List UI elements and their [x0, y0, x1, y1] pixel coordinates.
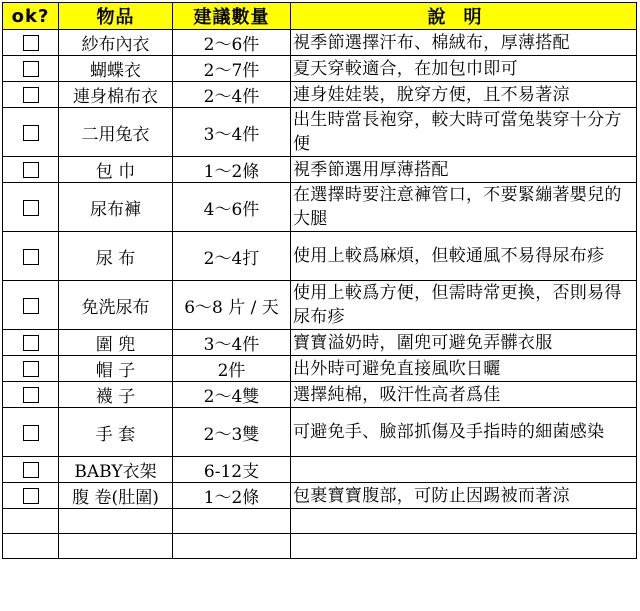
item-description: 視季節選擇汗布、棉絨布，厚薄搭配 [291, 30, 637, 56]
baby-clothing-checklist-table [2, 2, 637, 559]
checkbox-cell [3, 281, 59, 330]
item-name: 紗布內衣 [59, 30, 173, 56]
item-name: 圍 兜 [59, 330, 173, 356]
checkbox[interactable] [23, 61, 39, 77]
item-description: 夏天穿較適合，在加包巾即可 [291, 56, 637, 82]
item-name: 尿布褲 [59, 183, 173, 232]
blank-cell [59, 534, 173, 559]
checkbox[interactable] [23, 125, 39, 141]
item-description: 寶寶溢奶時，圍兜可避免弄髒衣服 [291, 330, 637, 356]
item-description: 使用上較爲麻煩，但較通風不易得尿布疹 [291, 232, 637, 281]
item-name: 免洗尿布 [59, 281, 173, 330]
checkbox[interactable] [23, 387, 39, 403]
checkbox[interactable] [23, 361, 39, 377]
header-quantity: 建議數量 [173, 3, 291, 30]
item-description: 在選擇時要注意褲管口，不要緊繃著嬰兒的大腿 [291, 183, 637, 232]
suggested-quantity: 6-12支 [173, 457, 291, 483]
blank-cell [3, 534, 59, 559]
table-row [3, 483, 637, 509]
suggested-quantity: 2～4雙 [173, 382, 291, 408]
item-description: 使用上較爲方便，但需時常更換，否則易得尿布疹 [291, 281, 637, 330]
item-description: 可避免手、臉部抓傷及手指時的細菌感染 [291, 408, 637, 457]
table-row [3, 457, 637, 483]
suggested-quantity: 2～6件 [173, 30, 291, 56]
checkbox[interactable] [23, 335, 39, 351]
checkbox-cell [3, 183, 59, 232]
table-row [3, 157, 637, 183]
item-name: 襪 子 [59, 382, 173, 408]
checkbox-cell [3, 330, 59, 356]
suggested-quantity: 6～8 片 / 天 [173, 281, 291, 330]
checkbox[interactable] [23, 87, 39, 103]
checkbox[interactable] [23, 35, 39, 51]
item-description: 出生時當長袍穿，較大時可當兔裝穿十分方便 [291, 108, 637, 157]
checkbox-cell [3, 56, 59, 82]
checkbox-cell [3, 356, 59, 382]
checkbox[interactable] [23, 462, 39, 478]
item-description: 連身娃娃裝，脫穿方便，且不易著涼 [291, 82, 637, 108]
blank-row [3, 534, 637, 559]
suggested-quantity: 4～6件 [173, 183, 291, 232]
item-name: 尿 布 [59, 232, 173, 281]
header-ok: ok? [3, 3, 59, 30]
table-row [3, 232, 637, 281]
suggested-quantity: 2～3雙 [173, 408, 291, 457]
table-row [3, 30, 637, 56]
item-description: 出外時可避免直接風吹日曬 [291, 356, 637, 382]
item-name: 二用兔衣 [59, 108, 173, 157]
header-item: 物品 [59, 3, 173, 30]
checklist-body [3, 30, 637, 559]
blank-cell [59, 509, 173, 534]
item-description: 包裹寶寶腹部，可防止因踢被而著涼 [291, 483, 637, 509]
checkbox-cell [3, 457, 59, 483]
item-name: 手 套 [59, 408, 173, 457]
checkbox-cell [3, 108, 59, 157]
checkbox-cell [3, 157, 59, 183]
table-row [3, 108, 637, 157]
item-name: 腹 卷(肚圍) [59, 483, 173, 509]
suggested-quantity: 3～4件 [173, 330, 291, 356]
suggested-quantity: 2件 [173, 356, 291, 382]
suggested-quantity: 2～4打 [173, 232, 291, 281]
item-name: 帽 子 [59, 356, 173, 382]
blank-cell [173, 534, 291, 559]
blank-row [3, 509, 637, 534]
checkbox-cell [3, 483, 59, 509]
blank-cell [3, 509, 59, 534]
item-name: 蝴蝶衣 [59, 56, 173, 82]
suggested-quantity: 1～2條 [173, 483, 291, 509]
table-row [3, 408, 637, 457]
item-description: 選擇純棉，吸汗性高者爲佳 [291, 382, 637, 408]
table-row [3, 382, 637, 408]
blank-cell [291, 534, 637, 559]
checkbox[interactable] [23, 488, 39, 504]
table-row [3, 183, 637, 232]
table-row [3, 356, 637, 382]
checkbox-cell [3, 30, 59, 56]
checkbox-cell [3, 82, 59, 108]
blank-cell [291, 509, 637, 534]
checkbox[interactable] [23, 200, 39, 216]
item-description: 視季節選用厚薄搭配 [291, 157, 637, 183]
table-row [3, 281, 637, 330]
table-row [3, 56, 637, 82]
table-row [3, 330, 637, 356]
item-description [291, 457, 637, 483]
item-name: 包 巾 [59, 157, 173, 183]
blank-cell [173, 509, 291, 534]
item-name: 連身棉布衣 [59, 82, 173, 108]
suggested-quantity: 3～4件 [173, 108, 291, 157]
header-row [3, 3, 637, 30]
checkbox[interactable] [23, 425, 39, 441]
suggested-quantity: 2～4件 [173, 82, 291, 108]
table-row [3, 82, 637, 108]
item-name: BABY衣架 [59, 457, 173, 483]
checkbox[interactable] [23, 249, 39, 265]
checkbox[interactable] [23, 162, 39, 178]
checkbox[interactable] [23, 298, 39, 314]
checkbox-cell [3, 232, 59, 281]
header-description: 說明 [291, 3, 637, 30]
checkbox-cell [3, 408, 59, 457]
suggested-quantity: 2～7件 [173, 56, 291, 82]
checkbox-cell [3, 382, 59, 408]
suggested-quantity: 1～2條 [173, 157, 291, 183]
